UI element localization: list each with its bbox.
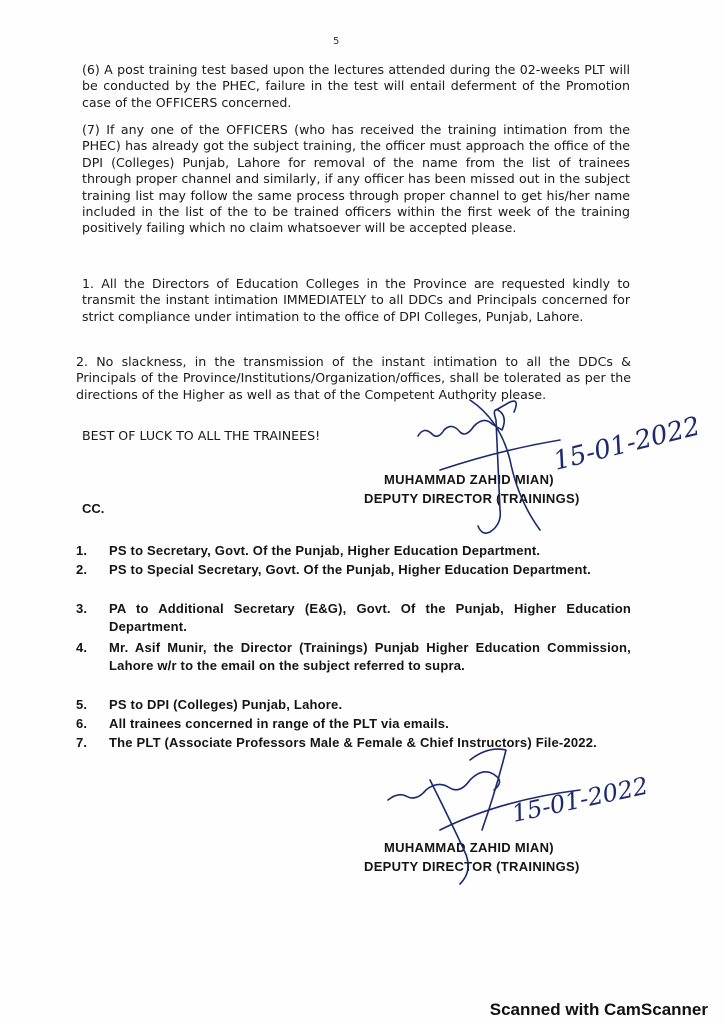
cc-item-text: Mr. Asif Munir, the Director (Trainings) Punjab Higher Education Commission, Lahore w/r to the email on the subject referred to supra. (109, 640, 631, 673)
signatory-title: DEPUTY DIRECTOR (TRAININGS) (364, 859, 580, 874)
signature-scribble-2 (388, 772, 500, 800)
paragraph-6: (6) A post training test based upon the lectures attended during the 02-weeks PLT will be conducted by the PHEC, failure in the test will entail deferment of the Promotion case of the OFFICERS concerned. (82, 62, 630, 110)
signatory-title: DEPUTY DIRECTOR (TRAININGS) (364, 491, 580, 506)
handwritten-date-2: 15-01-2022 (509, 771, 651, 828)
handwritten-date-1: 15-01-2022 (550, 411, 704, 477)
cc-item-number: 2. (76, 562, 88, 577)
page-number: 5 (333, 36, 340, 47)
closing-line: BEST OF LUCK TO ALL THE TRAINEES! (82, 428, 321, 443)
cc-item-number: 7. (76, 735, 88, 750)
cc-label: CC. (82, 501, 105, 516)
cc-item-text: PA to Additional Secretary (E&G), Govt. Of the Punjab, Higher Education Department. (109, 601, 631, 634)
instruction-2: 2. No slackness, in the transmission of the instant intimation to all the DDCs & Principals of the Province/Institutions/Organization/offices, shall be tolerated as per the directions of the Higher as well as that of the Competent Authority please. (76, 354, 631, 402)
cc-item-number: 6. (76, 716, 88, 731)
signatory-name: MUHAMMAD ZAHID MIAN) (384, 472, 554, 487)
paragraph-7: (7) If any one of the OFFICERS (who has received the training intimation from the PHEC) has already got the subject training, the officer must approach the office of the DPI (Colleges) Punjab, Lahore for removal of the name from the list of trainees through proper channel and similarly, if any officer has been missed out in the subject training list may follow the same process through proper channel to get his/her name included in the list of the to be trained officers within the first week of the training positively failing which no claim whatsoever will be accepted please. (82, 122, 630, 236)
cc-item-text: The PLT (Associate Professors Male & Female & Chief Instructors) File-2022. (109, 735, 597, 750)
cc-item-text: PS to Secretary, Govt. Of the Punjab, Higher Education Department. (109, 543, 541, 558)
cc-item-number: 5. (76, 697, 88, 712)
cc-item-text: All trainees concerned in range of the PLT via emails. (109, 716, 449, 731)
instruction-1: 1. All the Directors of Education Colleges in the Province are requested kindly to transmit the instant intimation IMMEDIATELY to all DDCs and Principals concerned for strict compliance under intimation to the office of DPI Colleges, Punjab, Lahore. (82, 276, 630, 324)
cc-item-number: 1. (76, 543, 88, 558)
cc-item-number: 4. (76, 640, 88, 655)
cc-item-number: 3. (76, 601, 88, 616)
signature-scribble-1 (418, 410, 504, 533)
cc-item-text: PS to DPI (Colleges) Punjab, Lahore. (109, 697, 343, 712)
scanner-watermark: Scanned with CamScanner (489, 1000, 708, 1019)
signatory-name: MUHAMMAD ZAHID MIAN) (384, 840, 554, 855)
cc-item-text: PS to Special Secretary, Govt. Of the Punjab, Higher Education Department. (109, 562, 591, 577)
